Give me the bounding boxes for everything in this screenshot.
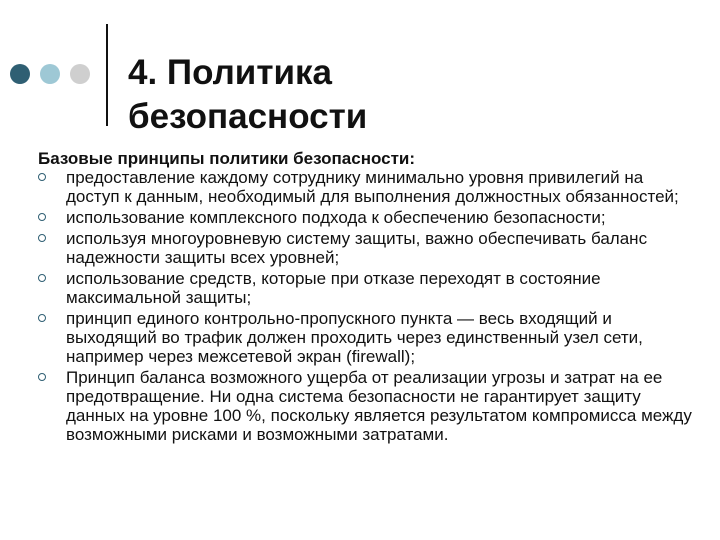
principle-item-5: [36, 309, 698, 366]
bullet-circle-icon: [38, 234, 46, 242]
slide-title: [128, 51, 688, 139]
bullet-circle-icon: [38, 314, 46, 322]
bullet-circle-icon: [38, 173, 46, 181]
principle-text-1: предоставление каждому сотруднику минимально уровня привилегий на доступ к данным, необходимый для выполнения должностных обязанностей;: [66, 168, 679, 206]
bullet-circle-icon: [38, 274, 46, 282]
dark-dot-icon: [10, 64, 30, 84]
slide-title-line-1: 4. Политика: [128, 53, 332, 93]
slide-body: [36, 149, 698, 446]
bullet-circle-icon: [38, 373, 46, 381]
principle-item-2: [36, 208, 698, 227]
principles-heading: Базовые принципы политики безопасности:: [38, 149, 416, 168]
principles-list: [36, 168, 698, 444]
gray-dot-icon: [70, 64, 90, 84]
slide-title-line-2: безопасности: [128, 97, 368, 137]
principle-text-5: принцип единого контрольно-пропускного пункта — весь входящий и выходящий во трафик должен проходить через единственный узел сети, например через межсетевой экран (firewall);: [66, 309, 643, 366]
principle-item-4: [36, 269, 698, 307]
principle-item-6: [36, 368, 698, 444]
principle-text-3: используя многоуровневую систему защиты, важно обеспечивать баланс надежности защиты всех уровней;: [66, 229, 648, 267]
bullet-circle-icon: [38, 213, 46, 221]
principle-text-6: Принцип баланса возможного ущерба от реализации угрозы и затрат на ее предотвращение. Ни одна система безопасности не гарантирует защиту данных на уровне 100 %, поскольку является результатом компромисса между возможными рисками и возможными затратами.: [66, 368, 692, 444]
title-divider: [106, 24, 108, 126]
decorative-dots: [10, 64, 100, 86]
principle-text-2: использование комплексного подхода к обеспечению безопасности;: [66, 208, 606, 227]
principle-text-4: использование средств, которые при отказе переходят в состояние максимальной защиты;: [66, 269, 601, 307]
principle-item-3: [36, 229, 698, 267]
light-blue-dot-icon: [40, 64, 60, 84]
principle-item-1: [36, 168, 698, 206]
